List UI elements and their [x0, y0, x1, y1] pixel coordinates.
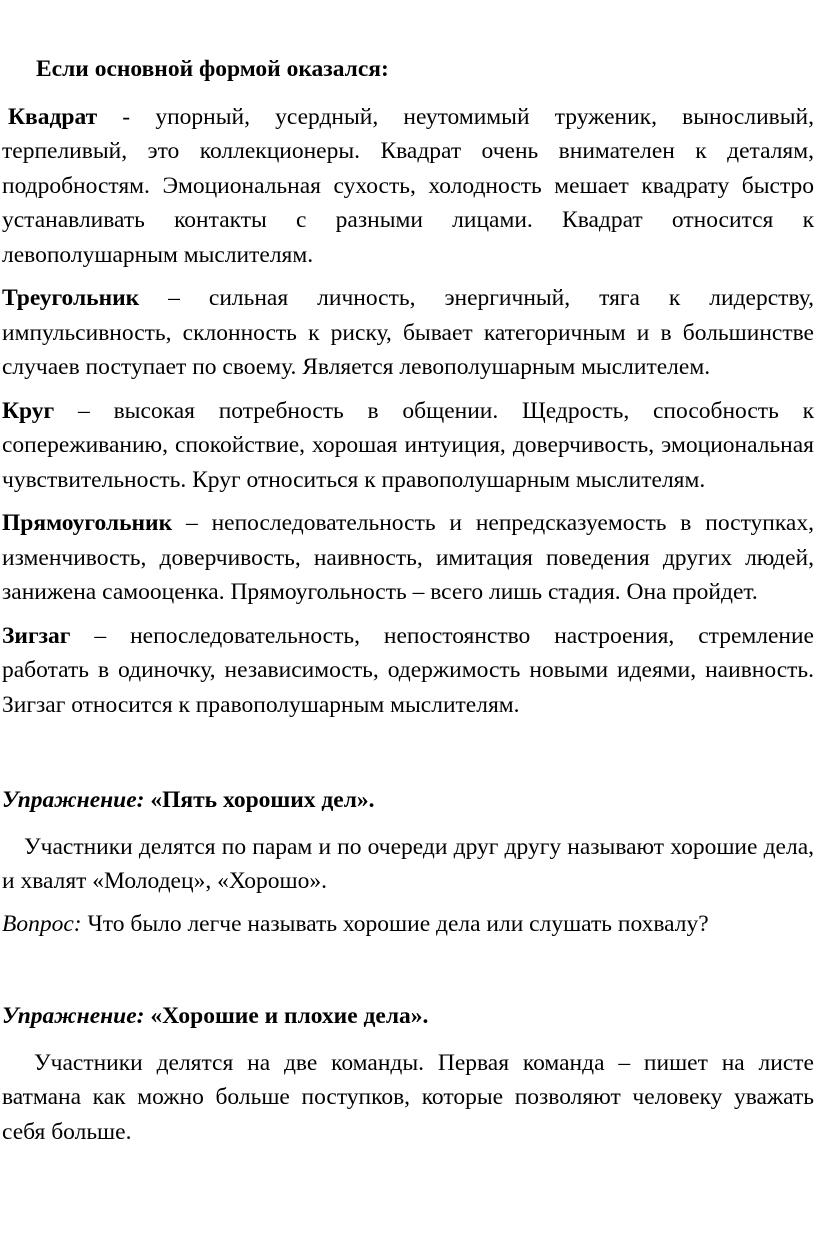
question-label: Вопрос: — [2, 910, 82, 937]
shape-description: высокая потребность в общении. Щедрость, способность к сопереживанию, спокойствие, хорошая интуиция, доверчивость, эмоциональная чувствительность. Круг относиться к правополушарным мыслителям. — [2, 397, 814, 493]
shape-paragraph-zigzag — [2, 619, 814, 723]
exercise-title: «Пять хороших дел». — [144, 787, 375, 813]
spacer — [2, 949, 814, 999]
exercise-label: Упражнение: — [2, 1003, 145, 1029]
shape-term: Зигзаг — [2, 622, 71, 649]
term-separator: – — [54, 397, 114, 424]
exercise-label: Упражнение: — [2, 787, 145, 813]
shape-paragraph-rectangle — [2, 506, 814, 610]
shape-description: непоследовательность, непостоянство настроения, стремление работать в одиночку, независимость, одержимость новыми идеями, наивность. Зигзаг относится к правополушарным мыслителям. — [2, 622, 814, 718]
exercise-heading — [2, 783, 814, 818]
shape-term: Круг — [2, 397, 55, 424]
exercise-heading — [2, 999, 814, 1034]
shape-paragraph-triangle — [2, 281, 814, 385]
shape-description: непоследовательность и непредсказуемость в поступках, изменчивость, доверчивость, наивность, имитация поведения других людей, занижена самооценка. Прямоугольность – всего лишь стадия. Она пройдет. — [2, 510, 814, 605]
shape-term: Квадрат — [8, 103, 98, 130]
term-separator: - — [97, 103, 156, 130]
shape-paragraph-circle — [2, 394, 814, 498]
term-separator: – — [70, 622, 131, 649]
shape-term: Треугольник — [2, 285, 140, 311]
spacer — [2, 731, 814, 783]
exercise-text: Участники делятся на две команды. Первая команда – пишет на листе ватмана как можно больше поступков, которые позволяют человеку уважать себя больше. — [2, 1049, 814, 1145]
term-separator: – — [139, 285, 209, 311]
exercise-title: «Хорошие и плохие дела». — [144, 1003, 429, 1029]
question-text: Что было легче называть хорошие дела или слушать похвалу? — [81, 910, 709, 937]
shape-description: упорный, усердный, неутомимый труженик, выносливый, терпеливый, это коллекционеры. Квадрат очень внимателен к деталям, подробностям. Эмоциональная сухость, холодность мешает квадрату быстро устанавливать контакты с разными лицами. Квадрат относится к левополушарным мыслителям. — [2, 103, 814, 268]
shape-paragraph-square — [2, 100, 814, 273]
exercise-text: Участники делятся по парам и по очереди друг другу называют хорошие дела, и хвалят «Молодец», «Хорошо». — [2, 833, 814, 894]
shape-term: Прямоугольник — [2, 510, 173, 536]
section-heading: Если основной формой оказался: — [36, 56, 389, 82]
shape-description: сильная личность, энергичный, тяга к лидерству, импульсивность, склонность к риску, бывает категоричным и в большинстве случаев поступает по своему. Является левополушарным мыслителем. — [2, 285, 815, 380]
term-separator: – — [172, 510, 212, 536]
exercise-question — [2, 907, 814, 942]
